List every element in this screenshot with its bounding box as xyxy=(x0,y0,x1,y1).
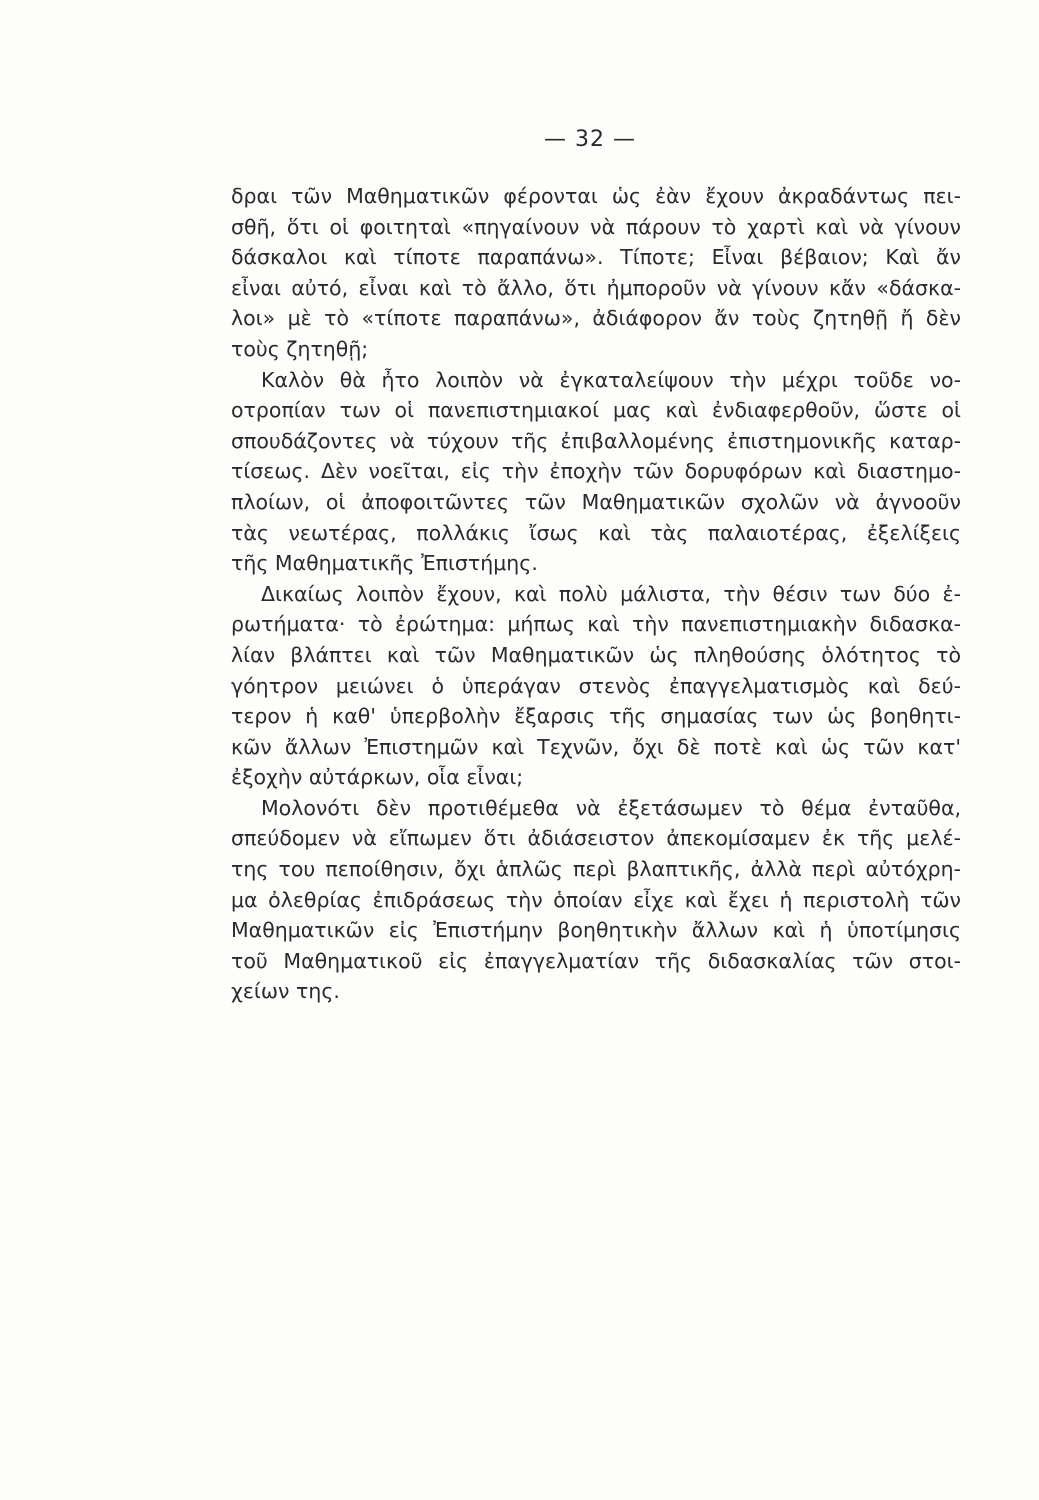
body-text xyxy=(231,181,961,1007)
text-line: οτροπίαν των οἱ πανεπιστημιακοί μας καὶ ἐνδιαφερθοῦν, ὥστε οἱ xyxy=(231,398,961,423)
text-line: Καλὸν θὰ ἦτο λοιπὸν νὰ ἐγκαταλείψουν τὴν μέχρι τοῦδε νο- xyxy=(261,367,961,392)
paragraph xyxy=(231,181,961,365)
text-line: πλοίων, οἱ ἀποφοιτῶντες τῶν Μαθηματικῶν σχολῶν νὰ ἀγνοοῦν xyxy=(231,489,961,514)
text-line: εἶναι αὐτό, εἶναι καὶ τὸ ἄλλο, ὅτι ἠμποροῦν νὰ γίνουν κἄν «δάσκα- xyxy=(231,275,961,300)
text-line: ἐξοχὴν αὐτάρκων, οἷα εἶναι; xyxy=(231,765,524,790)
page-number: — 32 — xyxy=(544,127,636,152)
text-line: τοὺς ζητηθῇ; xyxy=(231,336,369,361)
text-line: τῆς Μαθηματικῆς Ἐπιστήμης. xyxy=(231,551,538,576)
paragraph xyxy=(231,365,961,579)
text-line: δάσκαλοι καὶ τίποτε παραπάνω». Τίποτε; Εἶναι βέβαιον; Καὶ ἄν xyxy=(231,245,961,270)
text-line: γόητρον μειώνει ὁ ὑπεράγαν στενὸς ἐπαγγελματισμὸς καὶ δεύ- xyxy=(231,673,961,698)
text-line: χείων της. xyxy=(231,979,340,1004)
text-line: λίαν βλάπτει καὶ τῶν Μαθηματικῶν ὡς πληθούσης ὁλότητος τὸ xyxy=(231,642,961,667)
text-line: δραι τῶν Μαθηματικῶν φέρονται ὡς ἐὰν ἔχουν ἀκραδάντως πει- xyxy=(231,184,961,208)
text-line: σπεύδομεν νὰ εἴπωμεν ὅτι ἀδιάσειστον ἀπεκομίσαμεν ἐκ τῆς μελέ- xyxy=(231,826,961,851)
text-line: Μολονότι δὲν προτιθέμεθα νὰ ἐξετάσωμεν τὸ θέμα ἐνταῦθα, xyxy=(261,795,961,820)
text-line: τίσεως. Δὲν νοεῖται, εἰς τὴν ἐποχὴν τῶν δορυφόρων καὶ διαστημο- xyxy=(231,459,961,484)
text-line: της του πεποίθησιν, ὄχι ἁπλῶς περὶ βλαπτικῆς, ἀλλὰ περὶ αὐτόχρη- xyxy=(231,857,961,882)
text-line: σθῆ, ὅτι οἱ φοιτηταὶ «πηγαίνουν νὰ πάρουν τὸ χαρτὶ καὶ νὰ γίνουν xyxy=(231,214,961,239)
text-line: Μαθηματικῶν εἰς Ἐπιστήμην βοηθητικὴν ἄλλων καὶ ἡ ὑποτίμησις xyxy=(231,918,961,943)
text-line: τοῦ Μαθηματικοῦ εἰς ἐπαγγελματίαν τῆς διδασκαλίας τῶν στοι- xyxy=(231,948,961,973)
text-line: λοι» μὲ τὸ «τίποτε παραπάνω», ἀδιάφορον ἄν τοὺς ζητηθῇ ἤ δὲν xyxy=(231,306,961,331)
text-line: Δικαίως λοιπὸν ἔχουν, καὶ πολὺ μάλιστα, τὴν θέσιν των δύο ἐ- xyxy=(261,581,961,606)
paragraph xyxy=(231,793,961,1007)
text-line: κῶν ἄλλων Ἐπιστημῶν καὶ Τεχνῶν, ὄχι δὲ ποτὲ καὶ ὡς τῶν κατ' xyxy=(231,734,961,759)
paragraph xyxy=(231,579,961,793)
text-line: σπουδάζοντες νὰ τύχουν τῆς ἐπιβαλλομένης ἐπιστημονικῆς καταρ- xyxy=(231,428,961,453)
text-line: τὰς νεωτέρας, πολλάκις ἴσως καὶ τὰς παλαιοτέρας, ἐξελίξεις xyxy=(231,520,961,545)
text-line: τερον ἡ καθ' ὑπερβολὴν ἔξαρσις τῆς σημασίας των ὡς βοηθητι- xyxy=(231,704,961,729)
text-line: ρωτήματα· τὸ ἐρώτημα: μήπως καὶ τὴν πανεπιστημιακὴν διδασκα- xyxy=(231,612,961,637)
text-line: μα ὀλεθρίας ἐπιδράσεως τὴν ὁποίαν εἶχε καὶ ἔχει ἡ περιστολὴ τῶν xyxy=(231,887,961,912)
